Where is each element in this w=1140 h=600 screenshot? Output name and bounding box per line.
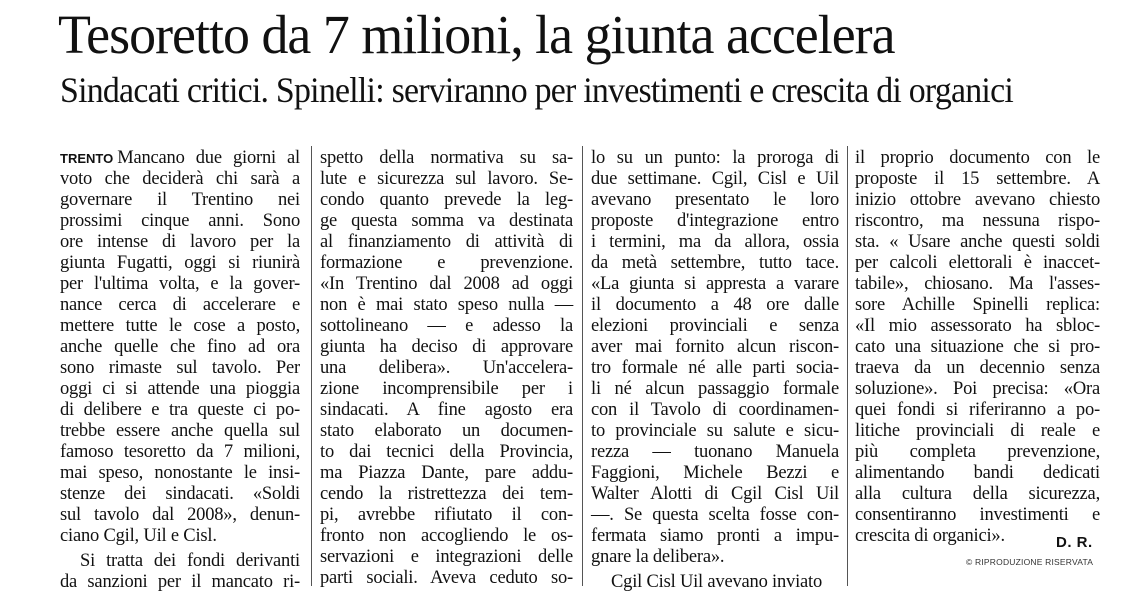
text-line: ore intense di lavoro per la — [60, 232, 300, 252]
text-line: mai speso, nonostante le insi- — [60, 463, 300, 483]
text-line: sottolineano — e adesso la — [320, 316, 573, 336]
text-line: rezza — tuonano Manuela — [591, 442, 839, 462]
text-line: stenze dei sindacati. «Soldi — [60, 484, 300, 504]
copyright-notice: © RIPRODUZIONE RISERVATA — [966, 557, 1094, 567]
text-line: to provinciale su salute e sicu- — [591, 421, 839, 441]
text-line: proposte d'integrazione entro — [591, 211, 839, 231]
text-line: lute e sicurezza sul lavoro. Se- — [320, 169, 573, 189]
text-line: non è mai stato speso nulla — — [320, 295, 573, 315]
text-line: Si tratta dei fondi derivanti — [80, 551, 300, 571]
text-line: «In Trentino dal 2008 ad oggi — [320, 274, 573, 294]
text-line: avevano presentato le loro — [591, 190, 839, 210]
text-line: li né alcun passaggio formale — [591, 379, 839, 399]
article-column-4 — [855, 148, 1100, 578]
text-line: Faggioni, Michele Bezzi e — [591, 463, 839, 483]
text-line: una delibera». Un'accelera- — [320, 358, 573, 378]
text-line: inizio ottobre avevano chiesto — [855, 190, 1100, 210]
text-line: Walter Alotti di Cgil Cisl Uil — [591, 484, 839, 504]
text-line: anche quelle che fino ad ora — [60, 337, 300, 357]
text-line: per l'ultima volta, e la gover- — [60, 274, 300, 294]
text-line: sta. « Usare anche questi soldi — [855, 232, 1100, 252]
text-line: condo quanto prevede la leg- — [320, 190, 573, 210]
text-line: da metà settembre, tutto tace. — [591, 253, 839, 273]
text-line: i termini, ma da allora, ossia — [591, 232, 839, 252]
text-line: formazione e prevenzione. — [320, 253, 573, 273]
text-line: ge questa somma va destinata — [320, 211, 573, 231]
text-line: mettere tutte le cose a posto, — [60, 316, 300, 336]
text-line: ma Piazza Dante, pare addu- — [320, 463, 573, 483]
text-line: il proprio documento con le — [855, 148, 1100, 168]
text-line: zione incomprensibile per i — [320, 379, 573, 399]
text-line: fermata siamo pronti a impu- — [591, 526, 839, 546]
text-line: parti sociali. Aveva ceduto so- — [320, 568, 573, 588]
text-line: fronto non accogliendo le os- — [320, 526, 573, 546]
text-line: per calcoli elettorali è inaccet- — [855, 253, 1100, 273]
column-divider — [847, 146, 848, 586]
text-line: aver mai fornito alcun riscon- — [591, 337, 839, 357]
article-column-2 — [320, 148, 573, 588]
author-signature: D. R. — [1056, 534, 1093, 551]
text-line: to dai tecnici della Provincia, — [320, 442, 573, 462]
text-line: cendo la ristrettezza dei tem- — [320, 484, 573, 504]
column-divider — [311, 146, 312, 586]
text-line: traeva da un decennio senza — [855, 358, 1100, 378]
text-line: famoso tesoretto da 7 milioni, — [60, 442, 300, 462]
text-line: stato elaborato un documen- — [320, 421, 573, 441]
text-line: pi, avrebbe rifiutato il con- — [320, 505, 573, 525]
text-line: «La giunta si appresta a varare — [591, 274, 839, 294]
text-line: tro formale né alle parti socia- — [591, 358, 839, 378]
text-line: riscontro, ma nessuna rispo- — [855, 211, 1100, 231]
text-line: alimentando bandi dedicati — [855, 463, 1100, 483]
text-line: —. Se questa scelta fosse con- — [591, 505, 839, 525]
text-line: sore Achille Spinelli replica: — [855, 295, 1100, 315]
text-line: oggi ci si attende una pioggia — [60, 379, 300, 399]
headline: Tesoretto da 7 milioni, la giunta accelera — [58, 4, 895, 65]
text-line: prossimi cinque anni. Sono — [60, 211, 300, 231]
text-line: lo su un punto: la proroga di — [591, 148, 839, 168]
text-line: soluzione». Poi precisa: «Ora — [855, 379, 1100, 399]
text-line: crescita di organici». — [855, 526, 1005, 546]
text-line: servazioni e integrazioni delle — [320, 547, 573, 567]
text-line: gnare la delibera». — [591, 547, 725, 567]
article-column-3 — [591, 148, 839, 592]
text-line: alla cultura della sicurezza, — [855, 484, 1100, 504]
text-line: da sanzioni per il mancato ri- — [60, 572, 300, 592]
text-line: trebbe essere anche quella sul — [60, 421, 300, 441]
text-line: due settimane. Cgil, Cisl e Uil — [591, 169, 839, 189]
text-line: il documento a 48 ore dalle — [591, 295, 839, 315]
text-line: governare il Trentino nei — [60, 190, 300, 210]
text-line: sul tavolo dal 2008», denun- — [60, 505, 300, 525]
text-line: voto che deciderà chi sarà a — [60, 169, 300, 189]
column-divider — [582, 146, 583, 586]
dateline: TRENTO — [60, 151, 114, 166]
text-line: elezioni provinciali e senza — [591, 316, 839, 336]
text-line: giunta Fugatti, oggi si riunirà — [60, 253, 300, 273]
text-line: con il Tavolo di coordinamen- — [591, 400, 839, 420]
text-line: giunta ha deciso di approvare — [320, 337, 573, 357]
text-line: al finanziamento di attività di — [320, 232, 573, 252]
article-column-1 — [60, 148, 300, 592]
text-line: quei fondi si riferiranno a po- — [855, 400, 1100, 420]
text-line: più completa prevenzione, — [855, 442, 1100, 462]
text-line: nance cerca di accelerare e — [60, 295, 300, 315]
text-line: tabile», chiosano. Ma l'asses- — [855, 274, 1100, 294]
text-line: spetto della normativa su sa- — [320, 148, 573, 168]
subheadline: Sindacati critici. Spinelli: serviranno per investimenti e crescita di organici — [60, 70, 1013, 110]
text-line: proposte il 15 settembre. A — [855, 169, 1100, 189]
text-line: litiche provinciali di reale e — [855, 421, 1100, 441]
text-line: «Il mio assessorato ha sbloc- — [855, 316, 1100, 336]
text-line: Cgil Cisl Uil avevano inviato — [611, 572, 823, 592]
text-line: di delibere e tra queste ci po- — [60, 400, 300, 420]
text-line: ciano Cgil, Uil e Cisl. — [60, 526, 217, 546]
text-line: sono rimaste sul tavolo. Per — [60, 358, 300, 378]
text-line: sindacati. A fine agosto era — [320, 400, 573, 420]
text-line: consentiranno investimenti e — [855, 505, 1100, 525]
text-line: cato una situazione che si pro- — [855, 337, 1100, 357]
text-line: TRENTO Mancano due giorni al — [60, 148, 300, 168]
